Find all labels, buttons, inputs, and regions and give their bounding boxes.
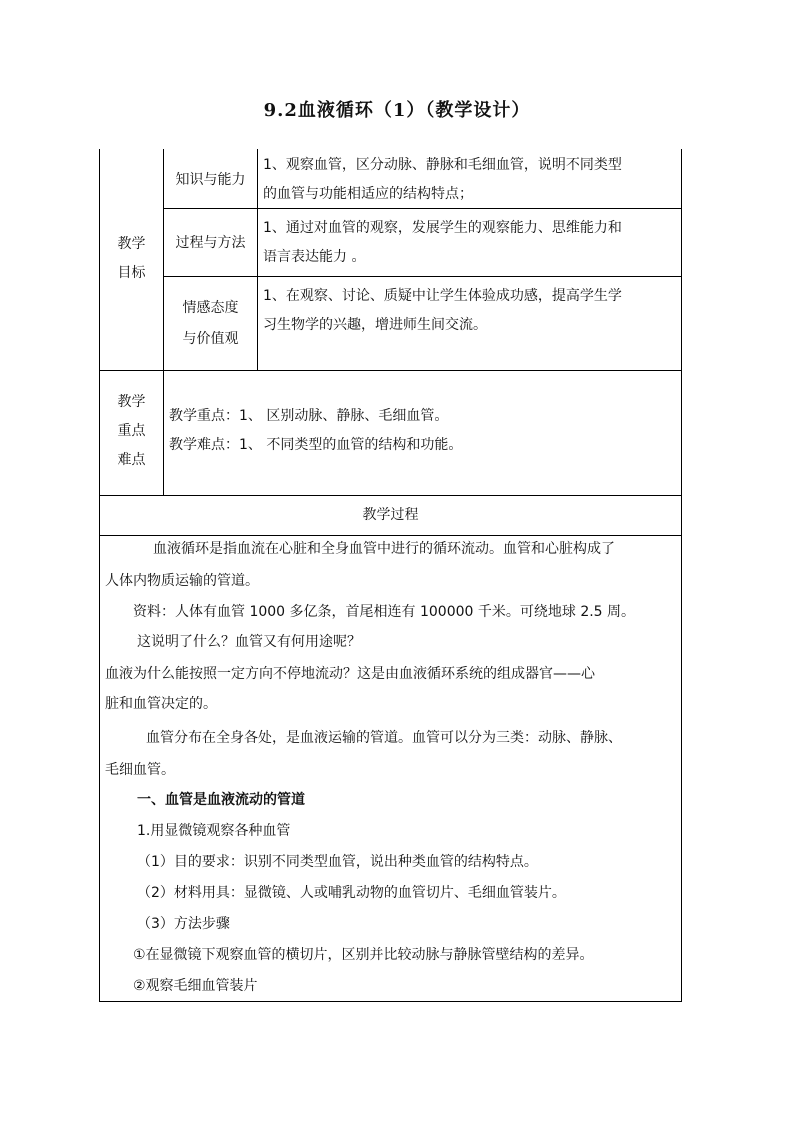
process-text: 血液循环是指血流在心脏和全身血管中进行的循环流动。血管和心脏构成了 [153,541,615,557]
divider [99,495,682,496]
process-text: （2）材料用具：显微镜、人或哺乳动物的血管切片、毛细血管装片。 [137,885,566,901]
objectives-label: 教学 目标 [117,236,146,281]
process-text: ②观察毛细血管装片 [133,978,258,994]
process-text: 1.用显微镜观察各种血管 [137,823,291,839]
key-points-label: 教学 重点 难点 [117,394,146,468]
objective-category: 知识与能力 [175,172,246,188]
process-text: ①在显微镜下观察血管的横切片，区别并比较动脉与静脉管壁结构的差异。 [133,947,594,963]
objective-category: 情感态度 与价值观 [182,300,239,347]
process-header: 教学过程 [362,507,419,523]
key-points-content: 教学重点：1、 区别动脉、静脉、毛细血管。 教学难点：1、 不同类型的血管的结构和功能。 [169,408,463,453]
process-text: 人体内物质运输的管道。 [105,573,259,589]
page-title: 9.2血液循环（1）（教学设计） [263,100,531,121]
process-text: 血管分布在全身各处，是血液运输的管道。血管可以分为三类：动脉、静脉、 [146,730,622,746]
process-text: 脏和血管决定的。 [105,696,217,712]
process-text: 资料：人体有血管 1000 多亿条，首尾相连有 100000 千米。可绕地球 2.5 周。 [133,604,636,620]
objective-content: 1、观察血管，区分动脉、静脉和毛细血管，说明不同类型 的血管与功能相适应的结构特点； [263,157,622,202]
section-heading: 一、血管是血液流动的管道 [137,792,305,808]
divider [163,276,682,277]
divider [99,370,682,371]
divider [257,149,258,370]
process-text: 毛细血管。 [105,762,175,778]
process-text: 这说明了什么？血管又有何用途呢？ [137,634,361,650]
process-text: （3）方法步骤 [137,916,230,932]
process-text: （1）目的要求：识别不同类型血管，说出种类血管的结构特点。 [137,854,538,870]
process-text: 血液为什么能按照一定方向不停地流动？这是由血液循环系统的组成器官——心 [105,666,595,682]
objective-category: 过程与方法 [175,235,246,251]
objective-content: 1、通过对血管的观察，发展学生的观察能力、思维能力和 语言表达能力 。 [263,220,622,265]
divider [99,535,682,536]
objective-content: 1、在观察、讨论、质疑中让学生体验成功感，提高学生学 习生物学的兴趣，增进师生间交流。 [263,288,622,333]
